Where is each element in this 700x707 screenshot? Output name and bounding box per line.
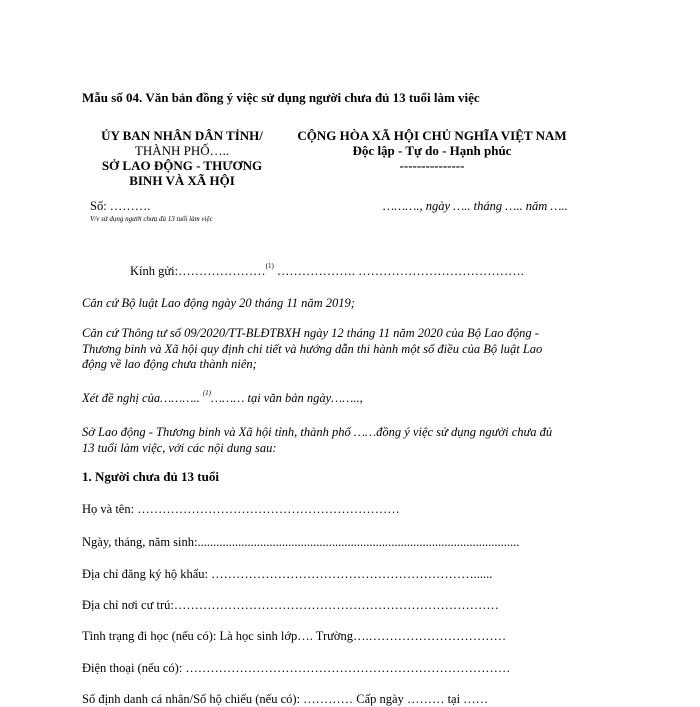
left-header-line1: ỦY BAN NHÂN DÂN TỈNH/: [101, 128, 263, 143]
right-header-line2: Độc lập - Tự do - Hạnh phúc: [352, 143, 512, 158]
approval-statement: [82, 424, 552, 456]
field-residence-address: Địa chỉ nơi cư trú:……………………………………………………………………: [82, 598, 499, 612]
legal-basis-2-line3: động về lao động chưa thành niên;: [82, 357, 257, 371]
section1-title: 1. Người chưa đủ 13 tuổi: [82, 469, 219, 484]
consideration-prefix: Xét đề nghị của………..: [82, 391, 203, 405]
legal-basis-2-line2: Thương binh và Xã hội quy định chi tiết và hướng dẫn thi hành một số điều của Bộ luật Lao: [82, 341, 543, 356]
form-title: Mẫu số 04. Văn bản đồng ý việc sử dụng người chưa đủ 13 tuổi làm việc: [82, 90, 480, 105]
left-header-line3: SỞ LAO ĐỘNG - THƯƠNG: [101, 158, 263, 173]
field-date-of-birth: Ngày, tháng, năm sinh:.......................................................................................................: [82, 535, 520, 549]
kinh-gui-suffix: ………………. ………………………………….: [273, 264, 524, 278]
consideration-sup: (1): [202, 389, 211, 397]
right-header-line3: ---------------: [399, 158, 465, 173]
document-number: Số: ……….: [90, 199, 151, 213]
right-header: [282, 128, 582, 173]
document-subject: V/v sử dụng người chưa đủ 13 tuổi làm việc: [90, 215, 213, 223]
left-header: [82, 128, 282, 188]
kinh-gui-prefix: Kính gửi:…………………: [130, 264, 266, 278]
field-id-number: Số định danh cá nhân/Số hộ chiếu (nếu có): ………… Cấp ngày ……… tại ……: [82, 692, 489, 706]
legal-basis-1: Căn cứ Bộ luật Lao động ngày 20 tháng 11 năm 2019;: [82, 296, 355, 310]
right-header-line1: CỘNG HÒA XÃ HỘI CHỦ NGHĨA VIỆT NAM: [297, 128, 567, 143]
legal-basis-2-line1: Căn cứ Thông tư số 09/2020/TT-BLĐTBXH ngày 12 tháng 11 năm 2020 của Bộ Lao động -: [82, 326, 539, 340]
kinh-gui-sup: (1): [265, 262, 274, 270]
left-header-line2: THÀNH PHỐ…..: [134, 143, 230, 158]
approval-line1: Sở Lao động - Thương binh và Xã hội tỉnh, thành phố ……đồng ý việc sử dụng người chưa đủ: [82, 425, 553, 439]
legal-basis-2: [82, 326, 542, 373]
field-phone: Điện thoại (nếu có): ……………………………………………………………………: [82, 661, 511, 675]
field-full-name: Họ và tên: ………………………………………………………: [82, 502, 400, 516]
kinh-gui: [130, 264, 524, 279]
approval-line2: 13 tuổi làm việc, với các nội dung sau:: [82, 441, 277, 455]
left-header-line4: BINH VÀ XÃ HỘI: [129, 173, 235, 188]
consideration-suffix: ……… tại văn bản ngày……..,: [211, 391, 363, 405]
field-school-status: Tình trạng đi học (nếu có): Là học sinh lớp…. Trường….……………………………: [82, 629, 507, 643]
date-line: ………., ngày ….. tháng ….. năm …..: [383, 199, 568, 213]
consideration: [82, 391, 363, 406]
field-household-address: Địa chỉ đăng ký hộ khẩu: ………………………………………………………......: [82, 567, 493, 581]
